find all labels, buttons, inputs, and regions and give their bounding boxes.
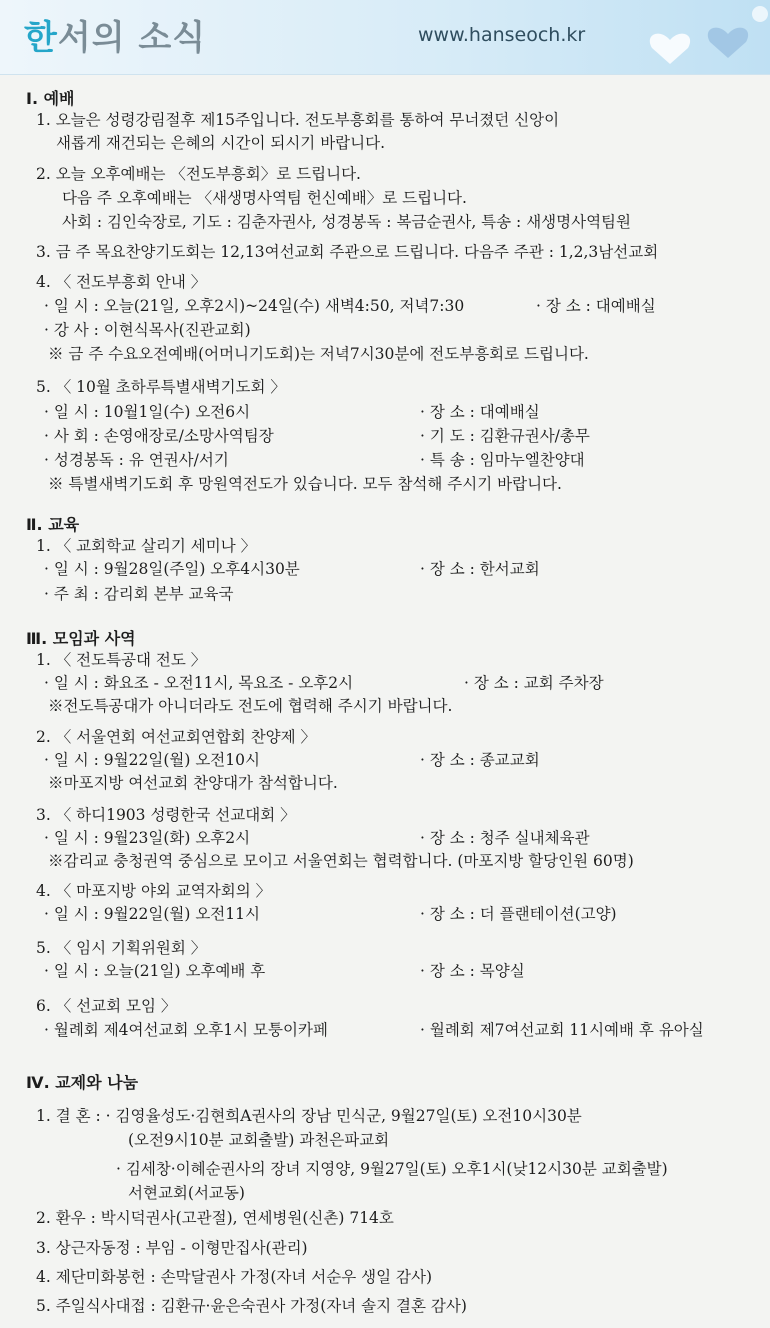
praise-festival-time: · 일 시 : 9월22일(월) 오전10시 bbox=[44, 751, 260, 769]
wedding-1-line-1: 1. 결 혼 : · 김영율성도·김현희A권사의 장남 민식군, 9월27일(토) 오전10시30분 bbox=[36, 1107, 582, 1125]
mission-rally-place: · 장 소 : 청주 실내체육관 bbox=[420, 829, 590, 847]
revival-place: · 장 소 : 대예배실 bbox=[536, 297, 656, 315]
dawn-prayer-reading: · 성경봉독 : 유 연권사/서기 bbox=[44, 451, 229, 469]
praise-festival-note: ※마포지방 여선교회 찬양대가 참석합니다. bbox=[48, 774, 338, 792]
wedding-2-line-1: · 김세창·이혜순권사의 장녀 지영양, 9월27일(토) 오후1시(낮12시30분 교회출발) bbox=[116, 1160, 668, 1178]
worship-item-5-title: 5. 〈 10월 초하루특별새벽기도회 〉 bbox=[36, 378, 286, 396]
meetings-item-4-title: 4. 〈 마포지방 야외 교역자회의 〉 bbox=[36, 882, 272, 900]
dawn-prayer-time: · 일 시 : 10월1일(수) 오전6시 bbox=[44, 403, 251, 421]
wedding-1-line-2: (오전9시10분 교회출발) 과천은파교회 bbox=[128, 1131, 390, 1149]
newsletter-title bbox=[24, 10, 206, 59]
evangelism-time: · 일 시 : 화요조 - 오전11시, 목요조 - 오후2시 bbox=[44, 674, 354, 692]
section-title-meetings: Ⅲ. 모임과 사역 bbox=[26, 629, 136, 648]
brand-rest: 서의 소식 bbox=[57, 18, 207, 58]
evangelism-note: ※전도특공대가 아니더라도 전도에 협력해 주시기 바랍니다. bbox=[48, 697, 453, 715]
meetings-item-1-title: 1. 〈 전도특공대 전도 〉 bbox=[36, 651, 207, 669]
revival-note: ※ 금 주 수요오전예배(어머니기도회)는 저녁7시30분에 전도부흥회로 드립니다. bbox=[48, 345, 589, 363]
worship-item-3: 3. 금 주 목요찬양기도회는 12,13여선교회 주관으로 드립니다. 다음주 주관 : 1,2,3남선교회 bbox=[36, 243, 659, 261]
mission-meeting-right: · 월례회 제7여선교회 11시예배 후 유아실 bbox=[420, 1021, 704, 1039]
worship-item-4-title: 4. 〈 전도부흥회 안내 〉 bbox=[36, 273, 207, 291]
hearts-icon bbox=[640, 0, 770, 74]
mission-rally-note: ※감리교 충청권역 중심으로 모이고 서울연회는 협력합니다. (마포지방 할당인원 60명) bbox=[48, 852, 634, 870]
dawn-prayer-place: · 장 소 : 대예배실 bbox=[420, 403, 540, 421]
meetings-item-2-title: 2. 〈 서울연회 여선교회연합회 찬양제 〉 bbox=[36, 728, 317, 746]
wedding-2-line-2: 서현교회(서교동) bbox=[128, 1184, 245, 1202]
worship-item-1-line-2: 새롭게 재건되는 은혜의 시간이 되시기 바랍니다. bbox=[56, 134, 386, 152]
revival-schedule: · 일 시 : 오늘(21일, 오후2시)~24일(수) 새벽4:50, 저녁7:30 bbox=[44, 297, 465, 315]
sunday-meal: 5. 주일식사대접 : 김환규·윤은숙권사 가정(자녀 솔지 결혼 감사) bbox=[36, 1297, 467, 1315]
seminar-host: · 주 최 : 감리회 본부 교육국 bbox=[44, 585, 234, 603]
planning-committee-place: · 장 소 : 목양실 bbox=[420, 962, 525, 980]
outdoor-meeting-place: · 장 소 : 더 플랜테이션(고양) bbox=[420, 905, 617, 923]
evangelism-place: · 장 소 : 교회 주차장 bbox=[464, 674, 604, 692]
seminar-time: · 일 시 : 9월28일(주일) 오후4시30분 bbox=[44, 560, 300, 578]
planning-committee-time: · 일 시 : 오늘(21일) 오후예배 후 bbox=[44, 962, 266, 980]
section-title-education: Ⅱ. 교육 bbox=[26, 515, 80, 534]
seminar-place: · 장 소 : 한서교회 bbox=[420, 560, 540, 578]
education-item-1-title: 1. 〈 교회학교 살리기 세미나 〉 bbox=[36, 537, 257, 555]
section-title-fellowship: Ⅳ. 교제와 나눔 bbox=[26, 1073, 139, 1092]
revival-speaker: · 강 사 : 이현식목사(진관교회) bbox=[44, 321, 251, 339]
mission-rally-time: · 일 시 : 9월23일(화) 오후2시 bbox=[44, 829, 251, 847]
staff-news: 3. 상근자동정 : 부임 - 이형만집사(관리) bbox=[36, 1239, 308, 1257]
altar-flowers: 4. 제단미화봉헌 : 손막달권사 가정(자녀 서순우 생일 감사) bbox=[36, 1268, 433, 1286]
dawn-prayer-note: ※ 특별새벽기도회 후 망원역전도가 있습니다. 모두 참석해 주시기 바랍니다. bbox=[48, 475, 562, 493]
dawn-prayer-host: · 사 회 : 손영애장로/소망사역팀장 bbox=[44, 427, 274, 445]
dawn-prayer-prayer: · 기 도 : 김환규권사/총무 bbox=[420, 427, 590, 445]
worship-item-2-line-1: 2. 오늘 오후예배는 〈전도부흥회〉로 드립니다. bbox=[36, 165, 361, 183]
section-title-worship: Ⅰ. 예배 bbox=[26, 89, 75, 108]
mission-meeting-left: · 월례회 제4여선교회 오후1시 모퉁이카페 bbox=[44, 1021, 328, 1039]
meetings-item-6-title: 6. 〈 선교회 모임 〉 bbox=[36, 997, 177, 1015]
patients: 2. 환우 : 박시덕권사(고관절), 연세병원(신촌) 714호 bbox=[36, 1209, 394, 1227]
website-url[interactable]: www.hanseoch.kr bbox=[418, 24, 586, 46]
meetings-item-3-title: 3. 〈 하디1903 성령한국 선교대회 〉 bbox=[36, 806, 296, 824]
worship-item-2-line-3: 사회 : 김인숙장로, 기도 : 김춘자권사, 성경봉독 : 복금순권사, 특송 : 새생명사역팀원 bbox=[62, 213, 632, 231]
outdoor-meeting-time: · 일 시 : 9월22일(월) 오전11시 bbox=[44, 905, 260, 923]
header-banner bbox=[0, 0, 770, 75]
worship-item-1-line-1: 1. 오늘은 성령강림절후 제15주입니다. 전도부흥회를 통하여 무너졌던 신앙이 bbox=[36, 111, 560, 129]
praise-festival-place: · 장 소 : 종교교회 bbox=[420, 751, 540, 769]
dawn-prayer-music: · 특 송 : 임마누엘찬양대 bbox=[420, 451, 585, 469]
meetings-item-5-title: 5. 〈 임시 기획위원회 〉 bbox=[36, 939, 207, 957]
worship-item-2-line-2: 다음 주 오후예배는 〈새생명사역팀 헌신예배〉로 드립니다. bbox=[62, 189, 467, 207]
brand-accent-char: 한 bbox=[24, 18, 58, 58]
